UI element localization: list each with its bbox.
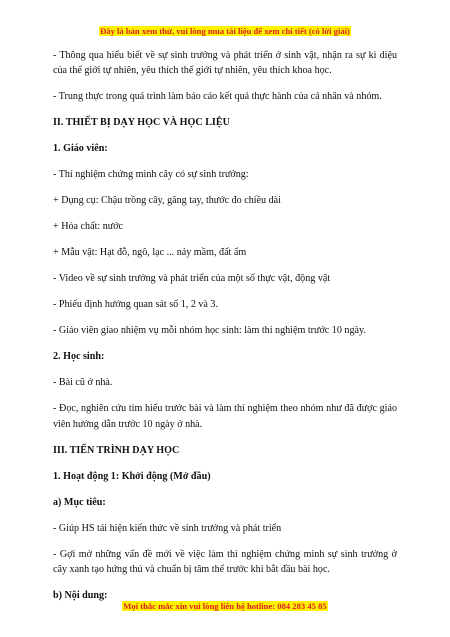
paragraph: - Thông qua hiểu biết về sự sinh trưởng và phát triển ở sinh vật, nhận ra sự kì diệu của thế giới tự nhiên, yêu thích thế giới tự nhiên, yêu thích khoa học. <box>53 50 397 77</box>
paragraph: - Thí nghiệm chứng minh cây có sự sinh trưởng: <box>53 169 249 181</box>
hotline-notice <box>0 601 450 611</box>
paragraph: + Hóa chất: nước <box>53 221 124 233</box>
paragraph: - Video về sự sinh trưởng và phát triển của một số thực vật, động vật <box>53 273 331 285</box>
paragraph: - Bài cũ ở nhà. <box>53 377 113 389</box>
paragraph: + Dụng cụ: Chậu trồng cây, găng tay, thước đo chiều dài <box>53 195 281 207</box>
hotline-notice-text: Mọi thắc mắc xin vui lòng liên hệ hotline: 084 283 45 85 <box>123 601 327 611</box>
subsection-heading: b) Nội dung: <box>53 590 108 602</box>
preview-notice <box>0 26 450 36</box>
section-heading: III. TIẾN TRÌNH DẠY HỌC <box>53 444 180 456</box>
subsection-heading: 1. Hoạt động 1: Khởi động (Mở đầu) <box>53 470 211 482</box>
section-heading: II. THIẾT BỊ DẠY HỌC VÀ HỌC LIỆU <box>53 117 230 129</box>
subsection-heading: a) Mục tiêu: <box>53 496 106 508</box>
paragraph: - Phiếu định hướng quan sát số 1, 2 và 3. <box>53 299 219 311</box>
paragraph: - Trung thực trong quá trình làm báo cáo kết quả thực hành của cá nhân và nhóm. <box>53 91 382 103</box>
paragraph: - Giáo viên giao nhiệm vụ mỗi nhóm học sinh: làm thí nghiệm trước 10 ngày. <box>53 325 366 337</box>
paragraph: + Mẫu vật: Hạt đỗ, ngô, lạc ... nảy mầm, đất ẩm <box>53 247 247 259</box>
subsection-heading: 1. Giáo viên: <box>53 143 108 155</box>
paragraph: - Giúp HS tái hiện kiến thức về sinh trưởng và phát triển <box>53 522 282 534</box>
preview-notice-text: Đây là bản xem thử, vui lòng mua tài liệu để xem chi tiết (có lời giải) <box>100 26 350 36</box>
paragraph: - Đọc, nghiên cứu tìm hiểu trước bài và làm thí nghiệm theo nhóm như đã được giáo viên hướng dẫn trước 10 ngày ở nhà. <box>53 403 397 430</box>
paragraph: - Gợi mở những vấn đề mới về việc làm thí nghiệm chứng minh sự sinh trưởng ở cây xanh tạo hứng thú và chuẩn bị tâm thế trước khi bắt đầu bài học. <box>53 548 397 576</box>
subsection-heading: 2. Học sinh: <box>53 351 105 363</box>
document-body <box>53 48 397 614</box>
